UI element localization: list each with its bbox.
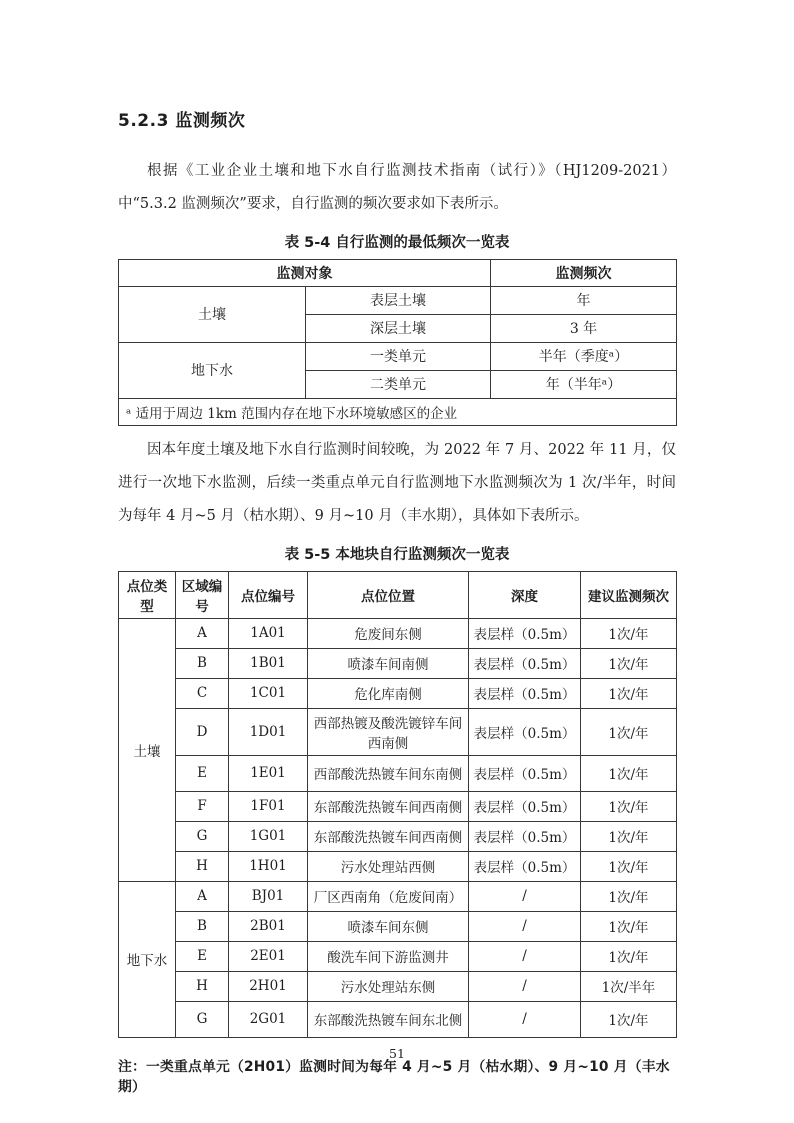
table-row: [119, 941, 677, 971]
t54-cell-frequency: 3 年: [491, 314, 677, 342]
t55-cell-depth: 表层样（0.5m）: [469, 755, 581, 791]
t55-cell-location: 危化库南侧: [308, 678, 469, 708]
paragraph-1: 根据《工业企业土壤和地下水自行监测技术指南（试行）》（HJ1209-2021）中“5.3.2 监测频次”要求，自行监测的频次要求如下表所示。: [118, 163, 676, 213]
table-row: [119, 648, 677, 678]
t55-cell-code: 1F01: [229, 791, 308, 821]
t55-cell-code: 1C01: [229, 678, 308, 708]
t55-cell-frequency: 1次/年: [581, 791, 677, 821]
t54-cell-frequency: 年（半年ᵃ）: [491, 370, 677, 398]
t54-header-frequency: 监测频次: [491, 259, 677, 286]
t55-cell-location: 污水处理站西侧: [308, 851, 469, 881]
t54-group-groundwater: 地下水: [119, 342, 306, 398]
t55-cell-area: B: [176, 648, 229, 678]
t55-header-depth: 深度: [469, 571, 581, 618]
page-number: 51: [389, 1046, 405, 1061]
table-row: [119, 911, 677, 941]
t55-cell-depth: /: [469, 1001, 581, 1037]
t55-cell-depth: 表层样（0.5m）: [469, 618, 581, 648]
t55-cell-location: 厂区西南角（危废间南）: [308, 881, 469, 911]
table-row: [119, 708, 677, 755]
t55-cell-depth: /: [469, 911, 581, 941]
table-row: [119, 678, 677, 708]
table-row: [119, 791, 677, 821]
t55-cell-area: C: [176, 678, 229, 708]
t54-cell-subtype: 表层土壤: [306, 286, 491, 314]
t55-group-groundwater: 地下水: [119, 881, 176, 1037]
table-row: [119, 342, 677, 370]
t55-cell-frequency: 1次/年: [581, 648, 677, 678]
table-row: [119, 1001, 677, 1037]
table-header-row: [119, 571, 677, 618]
t55-cell-frequency: 1次/年: [581, 881, 677, 911]
t54-cell-subtype: 二类单元: [306, 370, 491, 398]
table-row: [119, 618, 677, 648]
t55-cell-code: 2G01: [229, 1001, 308, 1037]
t55-cell-depth: 表层样（0.5m）: [469, 648, 581, 678]
table-row: [119, 971, 677, 1001]
table-5-5: [118, 571, 677, 1038]
table-5-4-title: 表 5-4 自行监测的最低频次一览表: [284, 234, 510, 251]
t55-cell-code: 2B01: [229, 911, 308, 941]
t55-cell-frequency: 1次/年: [581, 851, 677, 881]
t55-header-point-type: 点位类型: [119, 571, 176, 618]
t55-cell-area: G: [176, 1001, 229, 1037]
table-footnote-row: [119, 398, 677, 425]
t55-cell-code: BJ01: [229, 881, 308, 911]
t55-group-soil: 土壤: [119, 618, 176, 881]
t55-cell-location: 西部酸洗热镀车间东南侧: [308, 755, 469, 791]
t55-cell-frequency: 1次/年: [581, 941, 677, 971]
table-row: [119, 881, 677, 911]
t54-cell-frequency: 半年（季度ᵃ）: [491, 342, 677, 370]
t55-cell-depth: 表层样（0.5m）: [469, 678, 581, 708]
t54-group-soil: 土壤: [119, 286, 306, 342]
t55-cell-area: H: [176, 851, 229, 881]
t55-cell-location: 危废间东侧: [308, 618, 469, 648]
t55-cell-code: 1H01: [229, 851, 308, 881]
table-row: [119, 755, 677, 791]
t55-cell-code: 1G01: [229, 821, 308, 851]
t55-cell-code: 2E01: [229, 941, 308, 971]
table-row: [119, 851, 677, 881]
t55-header-point-code: 点位编号: [229, 571, 308, 618]
t55-cell-area: F: [176, 791, 229, 821]
table-header-row: [119, 259, 677, 286]
table-5-5-title: 表 5-5 本地块自行监测频次一览表: [284, 546, 510, 563]
t55-cell-location: 喷漆车间南侧: [308, 648, 469, 678]
t55-cell-depth: 表层样（0.5m）: [469, 708, 581, 755]
t55-header-area-code: 区域编号: [176, 571, 229, 618]
page-content: [118, 106, 676, 1095]
t54-cell-subtype: 一类单元: [306, 342, 491, 370]
t55-cell-location: 东部酸洗热镀车间西南侧: [308, 791, 469, 821]
t55-cell-code: 1B01: [229, 648, 308, 678]
table-row: [119, 286, 677, 314]
t55-cell-area: G: [176, 821, 229, 851]
t54-header-object: 监测对象: [119, 259, 491, 286]
t55-cell-depth: /: [469, 971, 581, 1001]
t55-cell-depth: 表层样（0.5m）: [469, 791, 581, 821]
t55-cell-code: 1E01: [229, 755, 308, 791]
t55-cell-area: D: [176, 708, 229, 755]
section-heading: 5.2.3 监测频次: [118, 111, 246, 131]
t55-cell-area: E: [176, 755, 229, 791]
t55-cell-frequency: 1次/年: [581, 821, 677, 851]
t55-cell-area: H: [176, 971, 229, 1001]
t55-cell-depth: /: [469, 881, 581, 911]
t55-cell-area: B: [176, 911, 229, 941]
t55-cell-code: 2H01: [229, 971, 308, 1001]
table-row: [119, 821, 677, 851]
t55-cell-frequency: 1次/年: [581, 755, 677, 791]
t55-cell-depth: /: [469, 941, 581, 971]
t55-cell-frequency: 1次/年: [581, 618, 677, 648]
t54-footnote: ᵃ 适用于周边 1km 范围内存在地下水环境敏感区的企业: [119, 398, 677, 425]
t55-cell-frequency: 1次/年: [581, 708, 677, 755]
t54-cell-subtype: 深层土壤: [306, 314, 491, 342]
t55-cell-location: 东部酸洗热镀车间西南侧: [308, 821, 469, 851]
paragraph-2: 因本年度土壤及地下水自行监测时间较晚，为 2022 年 7 月、2022 年 11 月，仅进行一次地下水监测，后续一类重点单元自行监测地下水监测频次为 1 次/半年，时间为每年 4 月~5 月（枯水期）、9 月~10 月（丰水期），具体如下表所示。: [118, 441, 676, 525]
t55-cell-location: 东部酸洗热镀车间东北侧: [308, 1001, 469, 1037]
t55-cell-area: E: [176, 941, 229, 971]
t55-cell-location: 酸洗车间下游监测井: [308, 941, 469, 971]
t55-header-frequency: 建议监测频次: [581, 571, 677, 618]
t55-cell-area: A: [176, 881, 229, 911]
t55-cell-area: A: [176, 618, 229, 648]
t55-cell-frequency: 1次/年: [581, 678, 677, 708]
t55-cell-code: 1D01: [229, 708, 308, 755]
t55-cell-location: 西部热镀及酸洗镀锌车间西南侧: [308, 708, 469, 755]
table-5-4: [118, 259, 677, 426]
table-note: 注：一类重点单元（2H01）监测时间为每年 4 月~5 月（枯水期）、9 月~10 月（丰水期）: [118, 1058, 670, 1095]
t55-cell-frequency: 1次/年: [581, 1001, 677, 1037]
t55-cell-frequency: 1次/年: [581, 911, 677, 941]
t55-header-location: 点位位置: [308, 571, 469, 618]
t55-cell-location: 喷漆车间东侧: [308, 911, 469, 941]
t55-cell-location: 污水处理站东侧: [308, 971, 469, 1001]
t55-cell-code: 1A01: [229, 618, 308, 648]
t55-cell-depth: 表层样（0.5m）: [469, 851, 581, 881]
t55-cell-depth: 表层样（0.5m）: [469, 821, 581, 851]
t55-cell-frequency: 1次/半年: [581, 971, 677, 1001]
t54-cell-frequency: 年: [491, 286, 677, 314]
